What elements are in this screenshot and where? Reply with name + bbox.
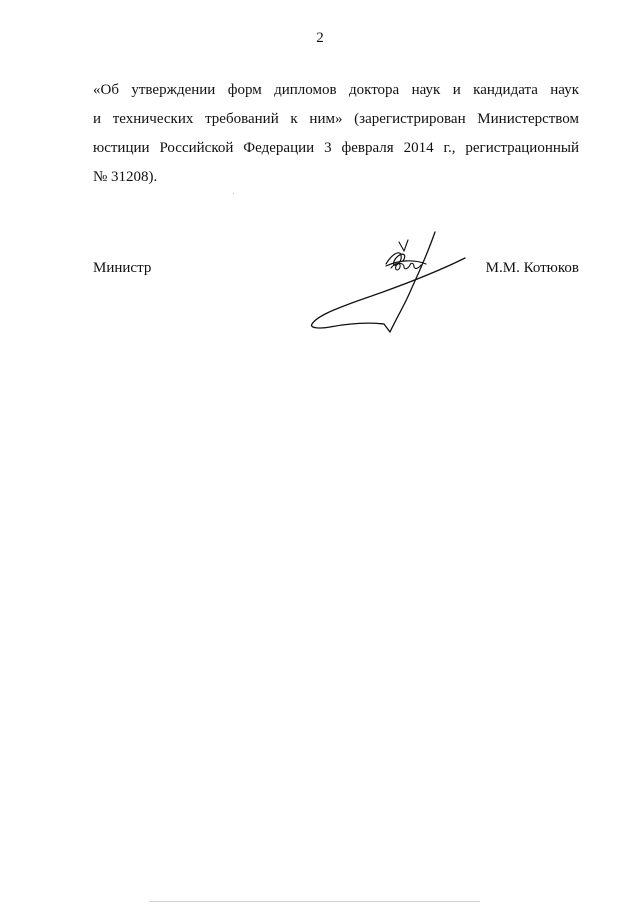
page-number: 2 — [316, 30, 324, 46]
paragraph-line-1: «Об утверждении форм дипломов доктора наук и кандидата наук — [93, 82, 579, 98]
paragraph-line-4: № 31208). — [93, 169, 158, 185]
scan-edge-line — [150, 901, 480, 902]
scan-speck — [233, 193, 234, 194]
paragraph-line-2: и технических требований к ним» (зарегистрирован Министерством — [93, 111, 579, 127]
signer-name: М.М. Котюков — [485, 260, 579, 276]
signer-title: Министр — [93, 260, 152, 276]
body-paragraph — [93, 76, 579, 192]
handwritten-signature — [300, 228, 470, 338]
paragraph-line-3: юстиции Российской Федерации 3 февраля 2014 г., регистрационный — [93, 140, 579, 156]
